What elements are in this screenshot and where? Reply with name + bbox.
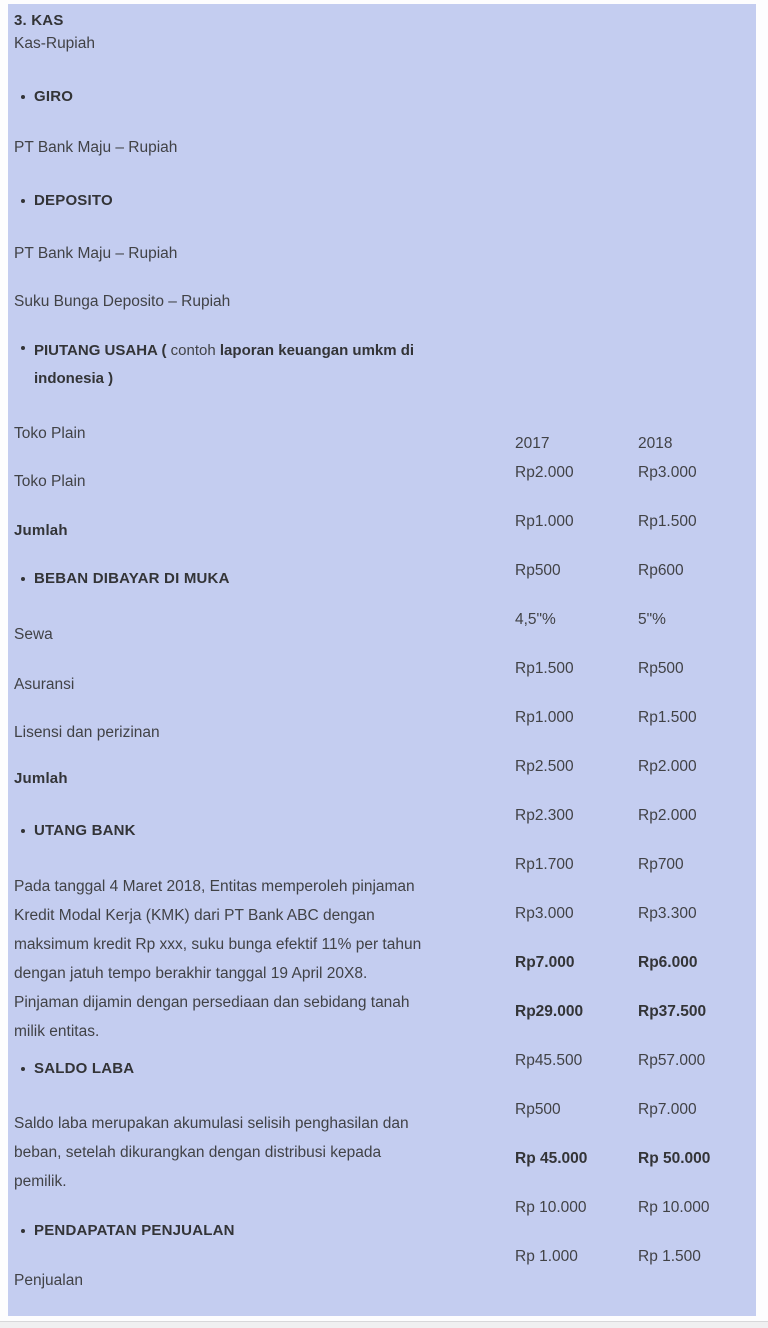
table-row — [515, 610, 710, 659]
utang-note-line: dengan jatuh tempo berakhir tanggal 19 April 20X8. — [14, 965, 368, 982]
cell-2017: Rp7.000 — [515, 954, 575, 971]
figures-header-row — [515, 434, 710, 463]
section-heading-kas: 3. KAS — [14, 12, 64, 29]
utang-note-line: Kredit Modal Kerja (KMK) dari PT Bank ABC dengan — [14, 907, 375, 924]
table-row — [515, 904, 710, 953]
text-deposito-rate: Suku Bunga Deposito – Rupiah — [14, 293, 231, 310]
column-header-2017: 2017 — [515, 435, 550, 452]
bullet-utang-bank — [14, 820, 136, 842]
table-row — [515, 855, 710, 904]
cell-2017: Rp1.700 — [515, 856, 574, 873]
cell-2018: Rp2.000 — [638, 807, 697, 824]
utang-note-line: Pada tanggal 4 Maret 2018, Entitas memperoleh pinjaman — [14, 878, 415, 895]
cell-2018: Rp 50.000 — [638, 1150, 711, 1167]
table-row — [515, 806, 710, 855]
text-deposito-bank: PT Bank Maju – Rupiah — [14, 245, 178, 262]
bullet-icon — [21, 577, 25, 581]
table-row-total — [515, 953, 710, 1002]
cell-2018: Rp700 — [638, 856, 684, 873]
cell-2017: Rp1.500 — [515, 660, 574, 677]
table-row — [515, 1051, 710, 1100]
cell-2017: Rp1.000 — [515, 709, 574, 726]
cell-2017: Rp 45.000 — [515, 1150, 588, 1167]
utang-bank-note — [14, 872, 421, 1046]
utang-note-line: milik entitas. — [14, 1023, 100, 1040]
cell-2018: 5"% — [638, 611, 666, 628]
cell-2018: Rp7.000 — [638, 1101, 697, 1118]
bullet-icon — [21, 199, 25, 203]
bullet-pendapatan-label: PENDAPATAN PENJUALAN — [34, 1222, 235, 1239]
table-row-total — [515, 1149, 710, 1198]
cell-2018: Rp3.000 — [638, 464, 697, 481]
cell-2018: Rp600 — [638, 562, 684, 579]
bullet-giro-label: GIRO — [34, 88, 74, 105]
cell-2018: Rp1.500 — [638, 709, 697, 726]
text-sewa: Sewa — [14, 626, 53, 643]
column-header-2018: 2018 — [638, 435, 673, 452]
piutang-regular: contoh — [170, 342, 216, 359]
piutang-bold-2: laporan keuangan umkm di — [219, 342, 415, 359]
bullet-saldo-label: SALDO LABA — [34, 1060, 135, 1077]
table-row — [515, 463, 710, 512]
saldo-note-line: beban, setelah dikurangkan dengan distribusi kepada — [14, 1144, 382, 1161]
figures-table — [515, 434, 710, 1296]
utang-note-line: maksimum kredit Rp xxx, suku bunga efektif 11% per tahun — [14, 936, 422, 953]
cell-2017: Rp2.500 — [515, 758, 574, 775]
bullet-icon — [21, 95, 25, 99]
content-panel — [8, 4, 756, 1316]
cell-2017: Rp500 — [515, 1101, 561, 1118]
bullet-saldo-laba — [14, 1058, 134, 1080]
text-kas-rupiah: Kas-Rupiah — [14, 35, 95, 52]
bullet-piutang-usaha — [14, 337, 494, 393]
bullet-deposito — [14, 190, 113, 212]
saldo-note-line: Saldo laba merupakan akumulasi selisih penghasilan dan — [14, 1115, 409, 1132]
bottom-area — [0, 1322, 768, 1328]
table-row — [515, 1247, 710, 1296]
cell-2018: Rp500 — [638, 660, 684, 677]
cell-2017: 4,5"% — [515, 611, 556, 628]
cell-2018: Rp57.000 — [638, 1052, 706, 1069]
text-asuransi: Asuransi — [14, 676, 75, 693]
text-jumlah-2: Jumlah — [14, 770, 68, 787]
cell-2017: Rp29.000 — [515, 1003, 584, 1020]
table-row — [515, 512, 710, 561]
cell-2017: Rp3.000 — [515, 905, 574, 922]
table-row — [515, 659, 710, 708]
bullet-giro — [14, 86, 73, 108]
bullet-icon — [21, 1067, 25, 1071]
table-row — [515, 708, 710, 757]
table-row — [515, 1198, 710, 1247]
table-row — [515, 561, 710, 610]
bullet-deposito-label: DEPOSITO — [34, 192, 113, 209]
cell-2017: Rp1.000 — [515, 513, 574, 530]
cell-2018: Rp2.000 — [638, 758, 697, 775]
text-toko-plain-2: Toko Plain — [14, 473, 86, 490]
text-toko-plain-1: Toko Plain — [14, 425, 86, 442]
cell-2017: Rp2.000 — [515, 464, 574, 481]
cell-2018: Rp 1.500 — [638, 1248, 701, 1265]
cell-2017: Rp 10.000 — [515, 1199, 587, 1216]
cell-2017: Rp45.500 — [515, 1052, 583, 1069]
text-giro-bank: PT Bank Maju – Rupiah — [14, 139, 178, 156]
cell-2018: Rp 10.000 — [638, 1199, 710, 1216]
bullet-beban-dibayar — [14, 568, 230, 590]
saldo-note-line: pemilik. — [14, 1173, 67, 1190]
text-penjualan: Penjualan — [14, 1272, 83, 1289]
bullet-icon — [21, 1229, 25, 1233]
table-row — [515, 1100, 710, 1149]
utang-note-line: Pinjaman dijamin dengan persediaan dan sebidang tanah — [14, 994, 410, 1011]
table-row-total — [515, 1002, 710, 1051]
bullet-icon — [21, 829, 25, 833]
cell-2018: Rp37.500 — [638, 1003, 707, 1020]
bullet-pendapatan-penjualan — [14, 1220, 235, 1242]
bullet-icon — [21, 346, 25, 350]
cell-2018: Rp1.500 — [638, 513, 697, 530]
cell-2017: Rp 1.000 — [515, 1248, 578, 1265]
cell-2018: Rp6.000 — [638, 954, 698, 971]
table-row — [515, 757, 710, 806]
bullet-beban-label: BEBAN DIBAYAR DI MUKA — [34, 570, 230, 587]
piutang-line2: indonesia ) — [34, 370, 114, 387]
bullet-piutang-label — [34, 337, 494, 393]
text-jumlah-1: Jumlah — [14, 522, 68, 539]
cell-2018: Rp3.300 — [638, 905, 697, 922]
text-lisensi: Lisensi dan perizinan — [14, 724, 160, 741]
saldo-laba-note — [14, 1109, 409, 1196]
cell-2017: Rp2.300 — [515, 807, 574, 824]
bullet-utang-label: UTANG BANK — [34, 822, 136, 839]
piutang-bold-1: PIUTANG USAHA ( — [34, 342, 167, 359]
cell-2017: Rp500 — [515, 562, 561, 579]
